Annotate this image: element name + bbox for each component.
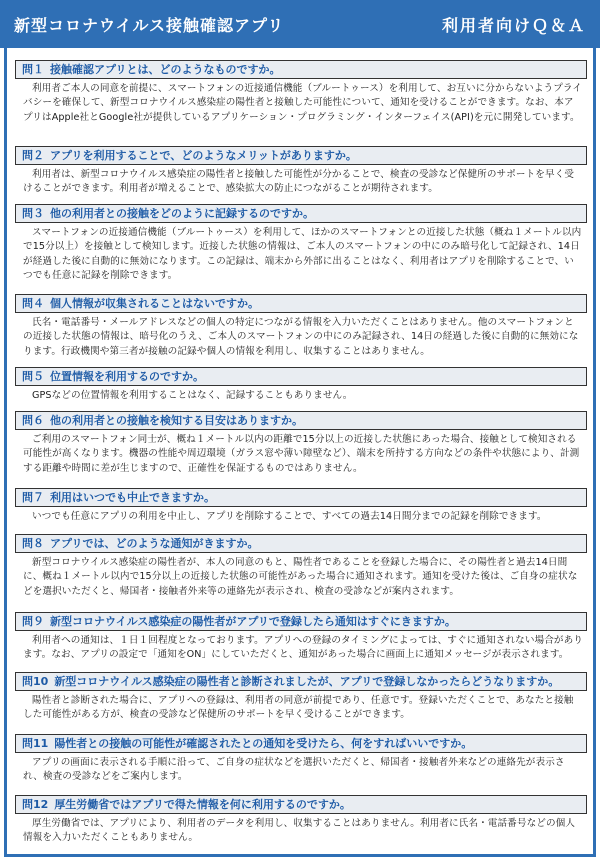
question-number: 問６ (22, 414, 44, 427)
page-subtitle: 利用者向けＱ＆Ａ (441, 15, 586, 35)
question-10 (15, 672, 587, 691)
answer-10: 陽性者と診断された場合に、アプリへの登録は、利用者の同意が前提であり、任意です。登録いただくことで、あなたと接触した可能性がある方が、検査の受診など保健所のサポートを早く受けることができます。 (23, 695, 574, 721)
qa-item-2 (15, 146, 587, 197)
question-text: 個人情報が収集されることはないですか。 (50, 297, 259, 310)
qa-item-9 (15, 612, 587, 663)
answer-9: 利用者への通知は、１日１回程度となっております。アプリへの登録のタイミングによっては、すぐに通知されない場合があります。なお、アプリの設定で「通知をON」にしていただくと、通知があった場合に画面上に通知メッセージが表示されます。 (23, 635, 584, 661)
answer-8: 新型コロナウイルス感染症の陽性者が、本人の同意のもと、陽性者であることを登録した場合に、その陽性者と過去14日間に、概ね１メートル以内で15分以上の近接した状態の可能性があった場合に通知されます。通知を受けた後は、ご自身の症状などを選択いただくと、帰国者・接触者外来等の連絡先が表示され、検査の受診などが案内されます。 (23, 557, 578, 597)
question-number: 問４ (22, 297, 44, 310)
question-7 (15, 488, 587, 507)
question-number: 問５ (22, 370, 44, 383)
question-text: 新型コロナウイルス感染症の陽性者と診断されましたが、アプリで登録しなかったらどうなりますか。 (54, 675, 560, 688)
answer-2: 利用者は、新型コロナウイルス感染症の陽性者と接触した可能性が分かることで、検査の受診など保健所のサポートを早く受けることができます。利用者が増えることで、感染拡大の防止につながることが期待されます。 (23, 169, 575, 195)
question-text: アプリを利用することで、どのようなメリットがありますか。 (50, 149, 357, 162)
question-2 (15, 146, 587, 165)
answer-6: ご利用のスマートフォン同士が、概ね１メートル以内の距離で15分以上の近接した状態にあった場合、接触として検知される可能性が高くなります。機器の性能や周辺環境（ガラス窓や薄い障壁など）、端末を所持する方向などの条件や状態により、計測する距離や時間に差が生じますので、正確性を保証するものではありません。 (23, 434, 580, 474)
question-number: 問３ (22, 207, 44, 220)
qa-item-1 (15, 60, 587, 125)
question-9 (15, 612, 587, 631)
page-header (0, 0, 600, 48)
question-12 (15, 795, 587, 814)
question-number: 問７ (22, 491, 44, 504)
question-text: 新型コロナウイルス感染症の陽性者がアプリで登録したら通知はすぐにきますか。 (50, 615, 456, 628)
qa-item-11 (15, 734, 587, 785)
page-title: 新型コロナウイルス接触確認アプリ (14, 15, 285, 35)
qa-item-3 (15, 204, 587, 283)
question-number: 問９ (22, 615, 44, 628)
question-text: 接触確認アプリとは、どのようなものですか。 (50, 63, 281, 76)
qa-item-8 (15, 534, 587, 599)
question-text: 利用はいつでも中止できますか。 (50, 491, 215, 504)
question-text: 他の利用者との接触をどのように記録するのですか。 (50, 207, 314, 220)
answer-5: GPSなどの位置情報を利用することはなく、記録することもありません。 (32, 390, 353, 401)
question-3 (15, 204, 587, 223)
question-6 (15, 411, 587, 430)
question-4 (15, 294, 587, 313)
question-1 (15, 60, 587, 79)
question-8 (15, 534, 587, 553)
question-5 (15, 367, 587, 386)
question-text: アプリでは、どのような通知がきますか。 (50, 537, 259, 550)
qa-item-7 (15, 488, 587, 524)
answer-12: 厚生労働省では、アプリにより、利用者のデータを利用し、収集することはありません。利用者に氏名・電話番号などの個人情報を入力いただくこともありません。 (23, 818, 576, 844)
qa-item-10 (15, 672, 587, 723)
question-number: 問12 (22, 798, 49, 811)
question-11 (15, 734, 587, 753)
answer-4: 氏名・電話番号・メールアドレスなどの個人の特定につながる情報を入力いただくことはありません。他のスマートフォンとの近接した状態の情報は、暗号化のうえ、ご本人のスマートフォンの中にのみ記録され、14日の経過した後に自動的に無効になります。行政機関や第三者が接触の記録や個人の情報を利用し、収集することはありません。 (23, 317, 579, 357)
answer-1: 利用者ご本人の同意を前提に、スマートフォンの近接通信機能（ブルートゥース）を利用して、お互いに分からないようプライバシーを確保して、新型コロナウイルス感染症の陽性者と接触した可能性について、通知を受けることができます。なお、本アプリはApple社とGoogle社が提供しているアプリケーション・プログラミング・インターフェイス(API)を元に開発しています。 (23, 83, 582, 123)
question-text: 他の利用者との接触を検知する目安はありますか。 (50, 414, 303, 427)
qa-item-5 (15, 367, 587, 403)
answer-11: アプリの画面に表示される手順に沿って、ご自身の症状などを選択いただくと、帰国者・接触者外来などの連絡先が表示され、検査の受診などをご案内します。 (23, 757, 565, 783)
question-text: 厚生労働省ではアプリで得た情報を何に利用するのですか。 (54, 798, 351, 811)
question-number: 問１ (22, 63, 44, 76)
question-text: 位置情報を利用するのですか。 (50, 370, 204, 383)
answer-3: スマートフォンの近接通信機能（ブルートゥース）を利用して、ほかのスマートフォンとの近接した状態（概ね１メートル以内で15分以上）を接触として検知します。近接した状態の情報は、ご本人のスマートフォンの中にのみ暗号化して記録され、14日が経過した後に自動的に無効になります。この記録は、端末から外部に出ることはなく、利用者はアプリを削除することで、いつでも任意に記録を削除できます。 (23, 227, 582, 281)
qa-item-4 (15, 294, 587, 359)
question-number: 問８ (22, 537, 44, 550)
question-number: 問10 (22, 675, 49, 688)
question-text: 陽性者との接触の可能性が確認されたとの通知を受けたら、何をすればいいですか。 (54, 737, 473, 750)
answer-7: いつでも任意にアプリの利用を中止し、アプリを削除することで、すべての過去14日間分までの記録を削除できます。 (32, 511, 547, 522)
question-number: 問２ (22, 149, 44, 162)
qa-item-12 (15, 795, 587, 846)
qa-item-6 (15, 411, 587, 476)
question-number: 問11 (22, 737, 49, 750)
